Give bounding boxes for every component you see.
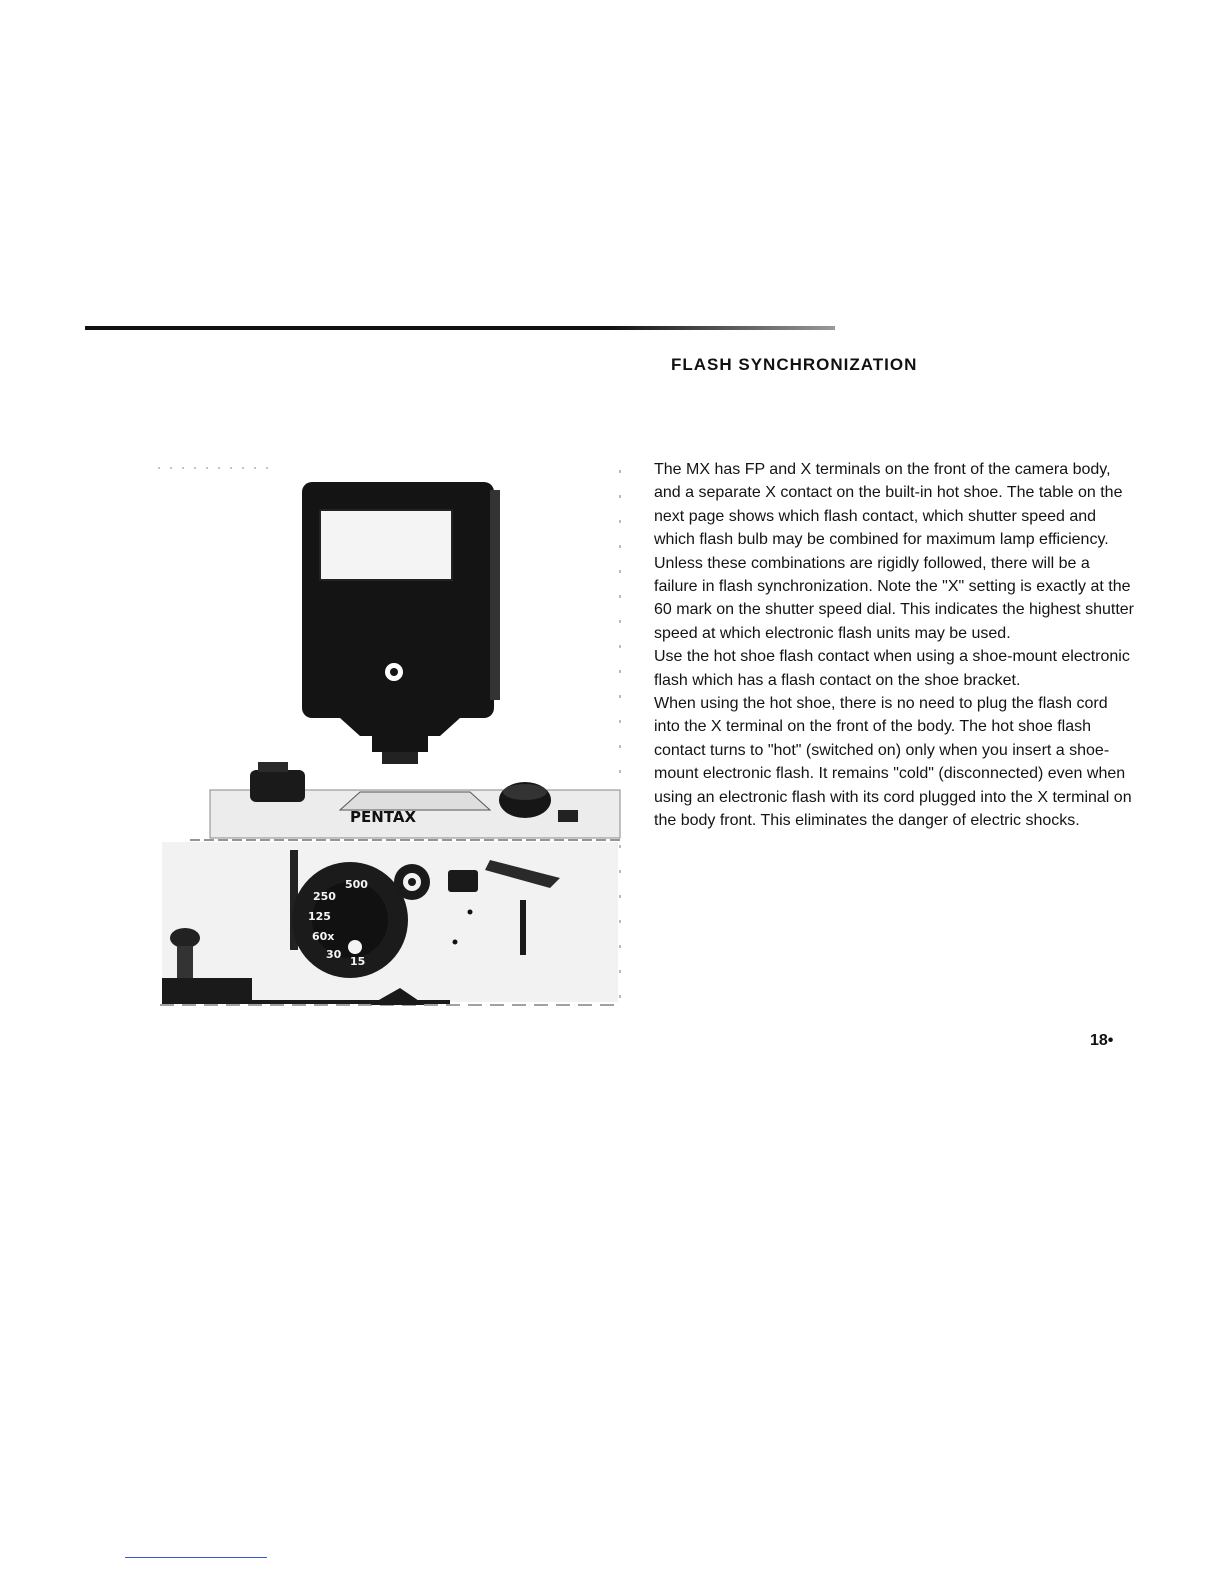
dial-mark-500: 500 — [345, 878, 368, 891]
paragraph-flash-terminals: The MX has FP and X terminals on the front of the camera body, and a separate X contact on the built-in hot shoe. The table on the next page shows which flash contact, which shutter speed and which flash bulb may be combined for maximum lamp efficiency. Unless these combinations are rigidly followed, there will be a failure in flash synchronization. Note the "X" setting is exactly at the 60 mark on the shutter speed dial. This indicates the highest shutter speed at which electronic flash units may be used. — [654, 461, 1134, 642]
page-title: FLASH SYNCHRONIZATION — [671, 355, 918, 374]
paragraph-hot-shoe-contact: Use the hot shoe flash contact when using a shoe-mount electronic flash which has a flash contact on the shoe bracket. — [654, 648, 1130, 689]
camera-flash-photo — [150, 460, 630, 1020]
dial-mark-15: 15 — [350, 955, 366, 968]
flash-unit — [302, 482, 500, 764]
dial-mark-60x: 60x — [312, 930, 335, 943]
page-number: 18• — [1090, 1032, 1114, 1049]
camera-top-plate — [210, 762, 620, 838]
dial-mark-30: 30 — [326, 948, 342, 961]
top-rule — [85, 326, 835, 330]
dial-mark-250: 250 — [313, 890, 336, 903]
pentax-logo: PENTAX — [350, 808, 417, 826]
paragraph-hot-shoe-safety: When using the hot shoe, there is no need to plug the flash cord into the X terminal on the front of the body. The hot shoe flash contact turns to "hot" (switched on) only when you insert a shoe-mount electronic flash. It remains "cold" (disconnected) even when using an electronic flash with its cord plugged into the X terminal on the body front. This eliminates the danger of electric shocks. — [654, 695, 1132, 830]
bottom-rule — [125, 1557, 267, 1558]
dial-mark-125: 125 — [308, 910, 331, 923]
body-text — [654, 458, 1134, 833]
camera-front-closeup — [162, 842, 618, 1005]
